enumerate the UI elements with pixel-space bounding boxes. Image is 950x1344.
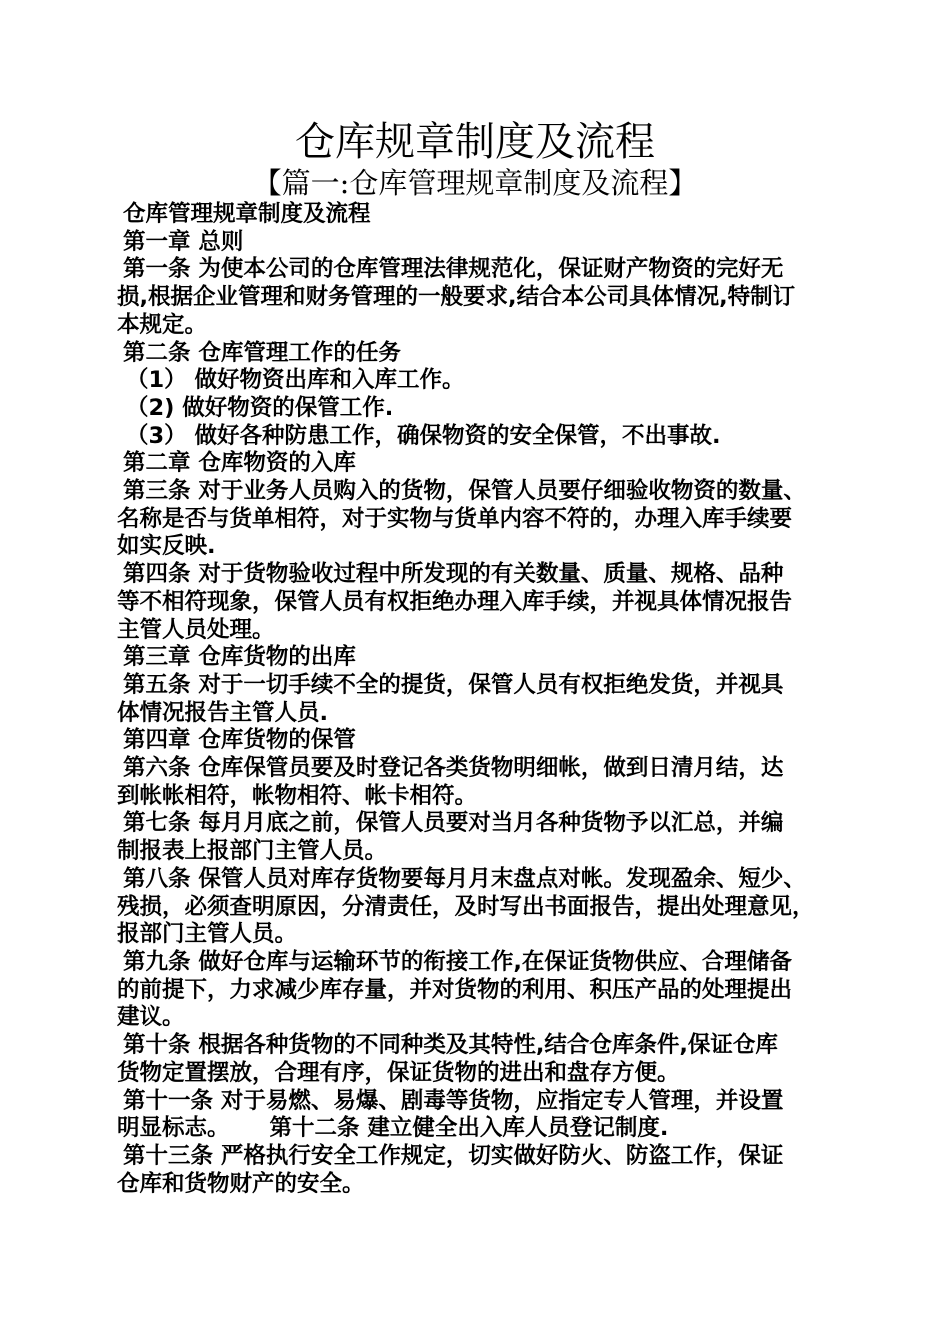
article-3-line-3: 如实反映. xyxy=(117,533,216,560)
article-5-line-2: 体情况报告主管人员. xyxy=(117,699,329,726)
article-11-line-2: 明显标志。 xyxy=(117,1115,230,1142)
article-5-line-1: 第五条 对于一切手续不全的提货，保管人员有权拒绝发货，并视具 xyxy=(123,671,784,698)
article-4-line-1: 第四条 对于货物验收过程中所发现的有关数量、质量、规格、品种 xyxy=(123,561,784,588)
article-6-line-2: 到帐帐相符，帐物相符、帐卡相符。 xyxy=(117,782,478,809)
article-4-line-2: 等不相符现象，保管人员有权拒绝办理入库手续，并视具体情况报告 xyxy=(117,588,793,615)
article-9-line-1: 第九条 做好仓库与运输环节的衔接工作,在保证货物供应、合理储备 xyxy=(123,948,792,975)
chapter-1-heading: 第一章 总则 xyxy=(123,228,244,255)
section-heading: 仓库管理规章制度及流程 xyxy=(123,201,371,227)
article-2: 第二条 仓库管理工作的任务 xyxy=(123,339,401,366)
task-item-3: （3） 做好各种防患工作，确保物资的安全保管，不出事故. xyxy=(126,422,721,449)
article-8-line-3: 报部门主管人员。 xyxy=(117,921,298,948)
chapter-2-heading: 第二章 仓库物资的入库 xyxy=(123,450,356,477)
article-10-line-1: 第十条 根据各种货物的不同种类及其特性,结合仓库条件,保证仓库 xyxy=(123,1032,778,1059)
chapter-4-heading: 第四章 仓库货物的保管 xyxy=(123,727,356,754)
article-8-line-2: 残损，必须查明原因，分清责任，及时写出书面报告，提出处理意见， xyxy=(117,893,815,920)
article-7-line-2: 制报表上报部门主管人员。 xyxy=(117,838,388,865)
task-item-2: （2) 做好物资的保管工作. xyxy=(126,394,394,421)
task-item-1: （1） 做好物资出库和入库工作。 xyxy=(126,367,465,394)
article-12: 第十二条 建立健全出入库人员登记制度. xyxy=(269,1115,669,1142)
document-subtitle: 【篇一:仓库管理规章制度及流程】 xyxy=(252,166,698,200)
article-13-line-1: 第十三条 严格执行安全工作规定，切实做好防火、防盗工作，保证 xyxy=(123,1142,784,1169)
article-4-line-3: 主管人员处理。 xyxy=(117,616,275,643)
article-1-line-1: 第一条 为使本公司的仓库管理法律规范化，保证财产物资的完好无 xyxy=(123,256,784,283)
document-body xyxy=(117,201,839,1198)
article-13-line-2: 仓库和货物财产的安全。 xyxy=(117,1170,365,1197)
article-11-12-line xyxy=(117,1115,839,1143)
article-9-line-3: 建议。 xyxy=(117,1004,185,1031)
article-1-line-3: 本规定。 xyxy=(117,311,208,338)
article-3-line-2: 名称是否与货单相符，对于实物与货单内容不符的，办理入库手续要 xyxy=(117,505,793,532)
document-title: 仓库规章制度及流程 xyxy=(295,119,655,165)
article-8-line-1: 第八条 保管人员对库存货物要每月月末盘点对帐。发现盈余、短少、 xyxy=(123,865,806,892)
article-11-line-1: 第十一条 对于易燃、易爆、剧毒等货物，应指定专人管理，并设置 xyxy=(123,1087,784,1114)
chapter-3-heading: 第三章 仓库货物的出库 xyxy=(123,644,356,671)
article-7-line-1: 第七条 每月月底之前，保管人员要对当月各种货物予以汇总，并编 xyxy=(123,810,784,837)
article-6-line-1: 第六条 仓库保管员要及时登记各类货物明细帐，做到日清月结，达 xyxy=(123,755,784,782)
article-3-line-1: 第三条 对于业务人员购入的货物，保管人员要仔细验收物资的数量、 xyxy=(123,478,806,505)
article-1-line-2: 损,根据企业管理和财务管理的一般要求,结合本公司具体情况,特制订 xyxy=(117,284,796,311)
article-10-line-2: 货物定置摆放，合理有序，保证货物的进出和盘存方便。 xyxy=(117,1059,680,1086)
article-9-line-2: 的前提下，力求减少库存量，并对货物的利用、积压产品的处理提出 xyxy=(117,976,793,1003)
